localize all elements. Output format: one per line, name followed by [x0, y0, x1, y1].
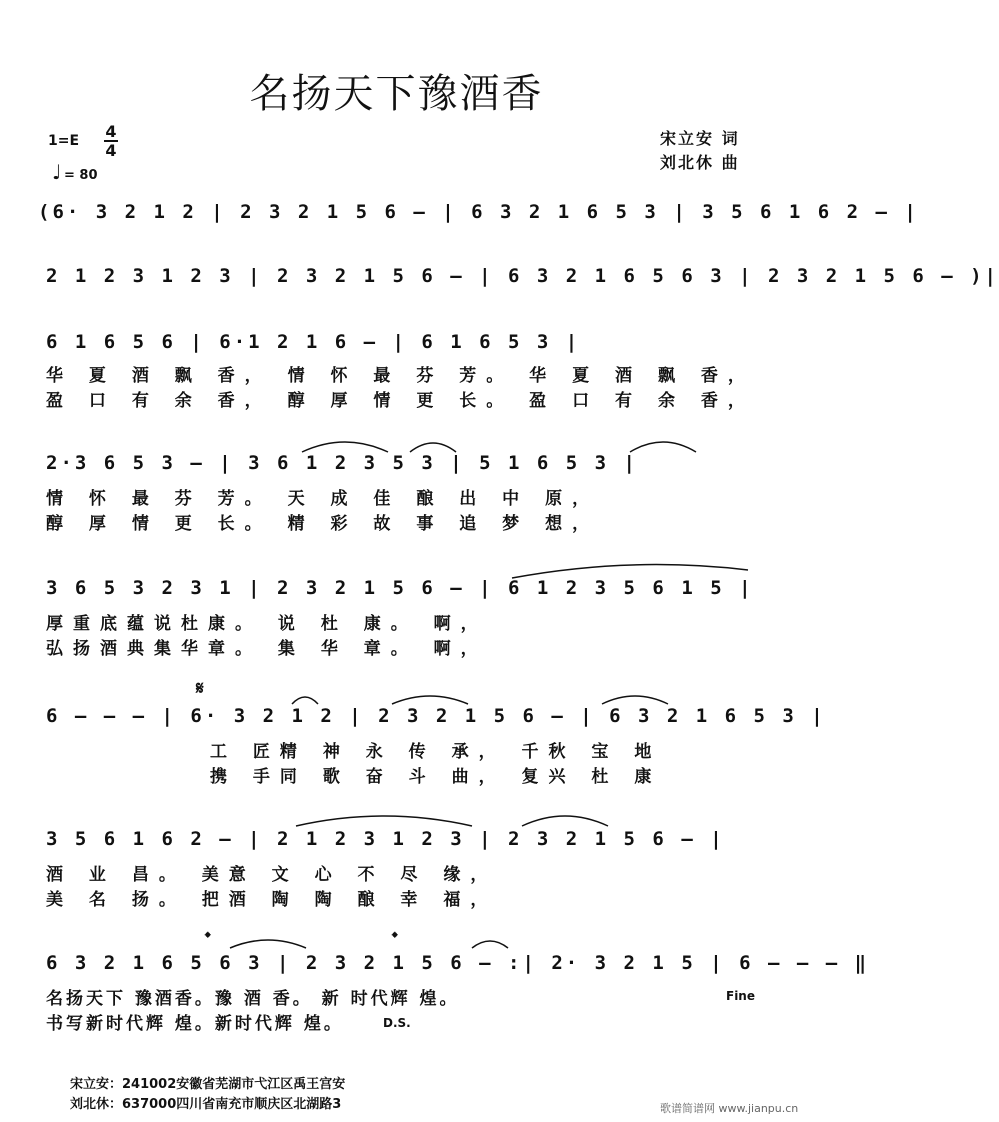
footer-contact-2: 刘北休：637000四川省南充市顺庆区北湖路3 — [70, 1097, 342, 1112]
lyric-line-6a: 工 匠精 神 永 传 承， 千秋 宝 地 — [210, 742, 662, 762]
slur-7a-path — [296, 816, 472, 826]
slur-4a — [300, 438, 390, 454]
slur-7a — [294, 812, 474, 828]
lyric-line-5a: 厚重底蕴说杜康。 说 杜 康。 啊， — [46, 614, 488, 634]
slur-8b — [228, 936, 308, 950]
slur-6c — [600, 692, 670, 706]
lyric-line-8b: 书写新时代辉 煌。新时代辉 煌。 — [46, 1014, 344, 1034]
score-line-2: 2 1 2 3 1 2 3 | 2 3 2 1 5 6 – | 6 3 2 1 6 5 6 3 | 2 3 2 1 5 6 – )| — [46, 265, 999, 287]
lyric-line-4b: 醇 厚 情 更 长。 精 彩 故 事 追 梦 想， — [46, 514, 600, 534]
slur-5a-path — [512, 565, 748, 578]
score-line-5: 3 6 5 3 2 3 1 | 2 3 2 1 5 6 – | 6 1 2 3 5 6 1 5 | — [46, 577, 754, 599]
coda-icon-1: 𝄌 — [205, 928, 211, 947]
lyric-line-7a: 酒 业 昌。 美意 文 心 不 尽 缘， — [46, 865, 498, 885]
lyric-line-3b: 盈 口 有 余 香， 醇 厚 情 更 长。 盈 口 有 余 香， — [46, 391, 755, 411]
lyric-line-8a: 名扬天下 豫酒香。豫 酒 香。 新 时代辉 煌。 — [46, 989, 460, 1009]
score-line-3: 6 1 6 5 6 | 6·1 2 1 6 – | 6 1 6 5 3 | — [46, 331, 581, 353]
slur-4c-path — [630, 442, 696, 452]
tempo-marking: = 80 — [64, 168, 98, 183]
slur-8b-path — [230, 940, 306, 948]
time-signature-bottom: 4 — [105, 141, 117, 160]
slur-8a — [470, 936, 510, 950]
coda-icon-2: 𝄌 — [392, 928, 398, 947]
key-signature: 1=E — [48, 133, 80, 149]
slur-6b — [390, 692, 470, 706]
slur-6b-path — [392, 696, 468, 704]
slur-7b — [520, 812, 610, 828]
slur-6a — [290, 692, 320, 706]
ds-marking: D.S. — [383, 1016, 411, 1030]
lyric-line-5b: 弘扬酒典集华章。 集 华 章。 啊， — [46, 639, 488, 659]
slur-4b — [408, 438, 458, 454]
score-line-4: 2·3 6 5 3 – | 3 6 1 2 3 5 3 | 5 1 6 5 3 | — [46, 452, 638, 474]
lyric-line-6b: 携 手同 歌 奋 斗 曲， 复兴 杜 康 — [210, 767, 662, 787]
slur-6c-path — [602, 696, 668, 704]
slur-5a — [510, 562, 750, 580]
slur-4a-path — [302, 442, 388, 452]
slur-6a-path — [292, 697, 318, 704]
time-signature-top: 4 — [105, 122, 117, 141]
slur-7b-path — [522, 816, 608, 826]
composer-credit: 刘北休 曲 — [660, 153, 740, 172]
segno-icon: 𝄋 — [196, 678, 204, 699]
slur-8a-path — [472, 941, 508, 948]
lyric-line-7b: 美 名 扬。 把酒 陶 陶 酿 幸 福， — [46, 890, 498, 910]
lyric-line-3a: 华 夏 酒 飘 香， 情 怀 最 芬 芳。 华 夏 酒 飘 香， — [46, 366, 755, 386]
slur-4b-path — [410, 443, 456, 452]
footer-contact-1: 宋立安：241002安徽省芜湖市弋江区禹王宫安 — [70, 1077, 346, 1092]
score-line-6: 6 – – – | 6· 3 2 1 2 | 2 3 2 1 5 6 – | 6 3 2 1 6 5 3 | — [46, 705, 826, 727]
lyric-line-4a: 情 怀 最 芬 芳。 天 成 佳 酿 出 中 原， — [46, 489, 600, 509]
score-line-7: 3 5 6 1 6 2 – | 2 1 2 3 1 2 3 | 2 3 2 1 5 6 – | — [46, 828, 725, 850]
score-line-8: 6 3 2 1 6 5 6 3 | 2 3 2 1 5 6 – :| 2· 3 2 1 5 | 6 – – – ‖ — [46, 952, 870, 974]
slur-4c — [628, 438, 698, 454]
watermark: 歌谱简谱网 www.jianpu.cn — [660, 1102, 799, 1115]
time-signature — [104, 124, 118, 158]
score-line-1: (6· 3 2 1 2 | 2 3 2 1 5 6 – | 6 3 2 1 6 5 3 | 3 5 6 1 6 2 – | — [38, 201, 919, 223]
fine-marking: Fine — [726, 989, 755, 1003]
lyricist-credit: 宋立安 词 — [660, 129, 740, 148]
page-title: 名扬天下豫酒香 — [249, 71, 544, 117]
tempo-note-icon: ♩ — [52, 160, 62, 184]
